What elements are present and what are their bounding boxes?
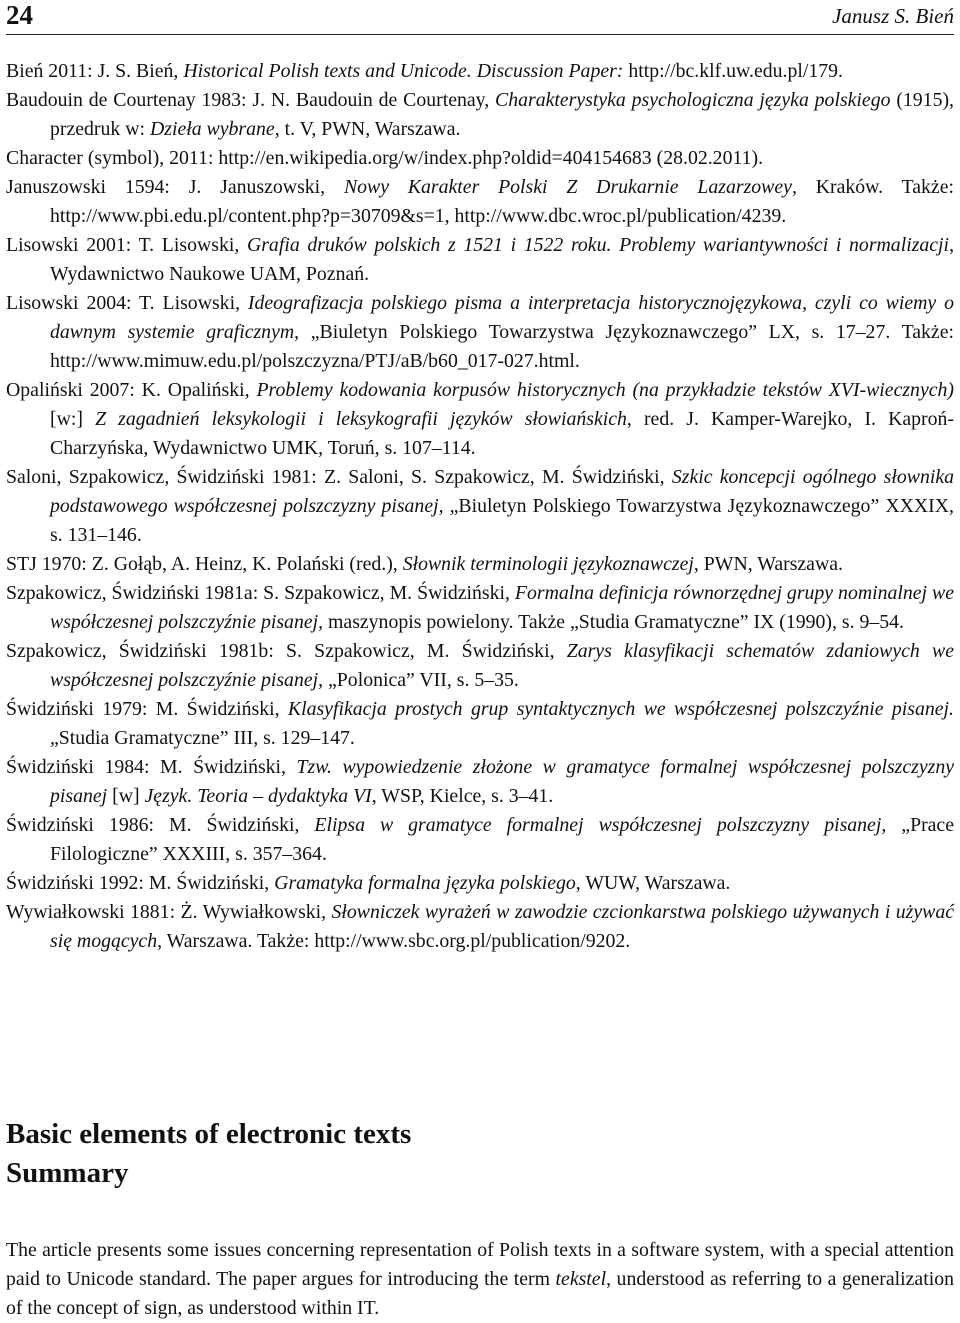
reference-entry (6, 144, 954, 173)
summary-title-line2: Summary (6, 1157, 129, 1189)
text-segment: , Warszawa. Także: http://www.sbc.org.pl/publication/9202. (157, 930, 631, 952)
text-segment: Character (symbol), 2011: http://en.wikipedia.org/w/index.php?oldid=404154683 (28.02.2011). (6, 147, 764, 169)
text-segment: , Kraków. Także: http://www.pbi.edu.pl/content.php?p=30709&s=1, http://www.dbc.wroc.pl/publication/4239. (50, 176, 959, 227)
page-number: 24 (6, 0, 33, 30)
text-segment: , t. V, PWN, Warszawa. (274, 118, 461, 140)
text-segment: Szpakowicz, Świdziński 1981a: S. Szpakowicz, M. Świdziński, (6, 582, 515, 604)
text-segment: , WSP, Kielce, s. 3–41. (371, 785, 554, 807)
italic-text-segment: Z zagadnień leksykologii i leksykografii języków słowiańskich (95, 408, 627, 430)
reference-entry (6, 637, 959, 695)
reference-entry (6, 753, 959, 811)
italic-text-segment: Język. Teoria – dydaktyka VI (144, 785, 372, 807)
text-segment: Lisowski 2004: T. Lisowski, (6, 292, 248, 314)
reference-entry (6, 86, 959, 144)
italic-text-segment: Dzieła wybrane (149, 118, 275, 140)
text-segment: http://bc.klf.uw.edu.pl/179. (623, 60, 843, 82)
text-segment: [w:] (50, 379, 959, 430)
reference-entry (6, 463, 959, 550)
italic-text-segment: Historical Polish texts and Unicode. Discussion Paper: (183, 60, 624, 82)
text-segment: Szpakowicz, Świdziński 1981b: S. Szpakowicz, M. Świdziński, (6, 640, 567, 662)
text-segment: (1915), przedruk w: (50, 89, 959, 140)
summary-title-line1: Basic elements of electronic texts (6, 1118, 412, 1150)
reference-list (6, 57, 959, 956)
summary-title (6, 1115, 954, 1193)
italic-text-segment: Słowniczek wyrażeń w zawodzie czcionkarstwa polskiego używanych i używać się mogących (50, 901, 959, 952)
reference-entry (6, 579, 959, 637)
text-segment: , understood as referring to a generalization of the concept of sign, as understood within IT. (6, 1268, 954, 1319)
text-segment: maszynopis powielony. Także „Studia Gramatyczne” IX (1990), s. 9–54. (323, 611, 904, 633)
italic-text-segment: Klasyfikacja prostych grup syntaktycznych we współczesnej polszczyźnie pisanej. (287, 698, 954, 720)
reference-entry (6, 695, 959, 753)
text-segment: „Prace Filologiczne” XXXIII, s. 357–364. (50, 814, 959, 865)
italic-text-segment: Elipsa w gramatyce formalnej współczesnej polszczyzny pisanej, (314, 814, 887, 836)
italic-text-segment: Ideografizacja polskiego pisma a interpretacja historycznojęzykowa, czyli co wiemy o dawnym systemie graficznym (50, 292, 959, 343)
italic-text-segment: Szkic koncepcji ogólnego słownika podstawowego współczesnej polszczyzny pisanej, (50, 466, 959, 517)
reference-entry (6, 289, 959, 376)
text-segment: Baudouin de Courtenay 1983: J. N. Baudouin de Courtenay, (6, 89, 496, 111)
text-segment: [w] (107, 785, 145, 807)
text-segment: Januszowski 1594: J. Januszowski, (6, 176, 344, 198)
text-segment: Świdziński 1992: M. Świdziński, (6, 872, 275, 894)
reference-entry (6, 898, 959, 956)
italic-text-segment: Tzw. wypowiedzenie złożone w gramatyce formalnej współczesnej polszczyzny pisanej (50, 756, 959, 807)
text-segment: Bień 2011: J. S. Bień, (6, 60, 184, 82)
italic-text-segment: Nowy Karakter Polski Z Drukarnie Lazarzowey (343, 176, 792, 198)
reference-entry (6, 231, 959, 289)
text-segment: Świdziński 1984: M. Świdziński, (6, 756, 297, 778)
text-segment: „Polonica” VII, s. 5–35. (323, 669, 519, 691)
reference-entry (6, 376, 959, 463)
italic-text-segment: Słownik terminologii językoznawczej (402, 553, 694, 575)
italic-text-segment: Problemy kodowania korpusów historycznych (na przykładzie tekstów XVI-wiecznych) (256, 379, 954, 401)
reference-entry (6, 173, 959, 231)
summary-section (6, 1115, 954, 1323)
text-segment: Saloni, Szpakowicz, Świdziński 1981: Z. Saloni, S. Szpakowicz, M. Świdziński, (6, 466, 672, 488)
text-segment: „Biuletyn Polskiego Towarzystwa Językoznawczego” XXXIX, s. 131–146. (50, 495, 959, 546)
text-segment: Świdziński 1979: M. Świdziński, (6, 698, 288, 720)
text-segment: , PWN, Warszawa. (693, 553, 843, 575)
reference-entry (6, 57, 954, 86)
reference-entry (6, 811, 959, 869)
running-head: Janusz S. Bień (832, 4, 954, 28)
text-segment: Świdziński 1986: M. Świdziński, (6, 814, 315, 836)
italic-text-segment: Formalna definicja równorzędnej grupy nominalnej we współczesnej polszczyźnie pisanej, (50, 582, 959, 633)
italic-text-segment: Zarys klasyfikacji schematów zdaniowych we współczesnej polszczyźnie pisanej, (50, 640, 959, 691)
summary-paragraph (6, 1236, 954, 1323)
page-header (6, 0, 954, 35)
text-segment: , „Biuletyn Polskiego Towarzystwa Językoznawczego” LX, s. 17–27. Także: http://www.mimuw.edu.pl/polszczyzna/PTJ/aB/b60_017-027.html. (50, 321, 959, 372)
text-segment: Opaliński 2007: K. Opaliński, (6, 379, 257, 401)
text-segment: Wywiałkowski 1881: Ż. Wywiałkowski, (6, 901, 332, 923)
text-segment: STJ 1970: Z. Gołąb, A. Heinz, K. Polański (red.), (6, 553, 403, 575)
text-segment: , WUW, Warszawa. (575, 872, 731, 894)
italic-text-segment: Gramatyka formalna języka polskiego (274, 872, 576, 894)
text-segment: , Wydawnictwo Naukowe UAM, Poznań. (50, 234, 959, 285)
text-segment: Lisowski 2001: T. Lisowski, (6, 234, 247, 256)
italic-text-segment: tekstel (555, 1268, 607, 1290)
italic-text-segment: Charakterystyka psychologiczna języka polskiego (495, 89, 891, 111)
reference-entry (6, 869, 954, 898)
reference-entry (6, 550, 954, 579)
text-segment: , red. J. Kamper-Warejko, I. Kaproń-Charzyńska, Wydawnictwo UMK, Toruń, s. 107–114. (50, 408, 954, 459)
italic-text-segment: Grafia druków polskich z 1521 i 1522 roku. Problemy wariantywności i normalizacji (246, 234, 950, 256)
text-segment: „Studia Gramatyczne” III, s. 129–147. (50, 698, 959, 749)
text-segment: The article presents some issues concerning representation of Polish texts in a software system, with a special attention paid to Unicode standard. The paper argues for introducing the term (6, 1239, 954, 1290)
